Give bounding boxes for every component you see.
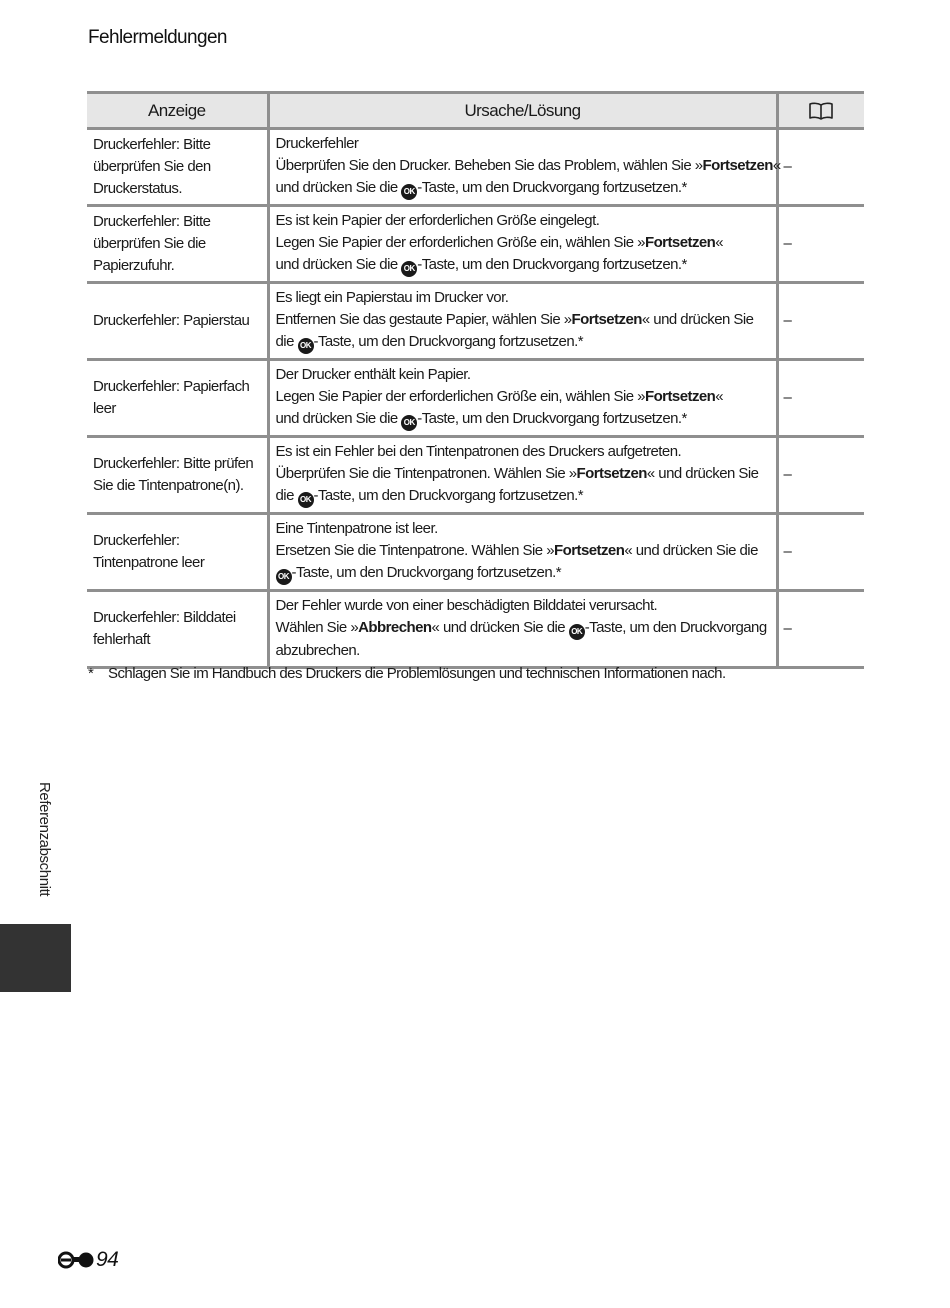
book-icon: [808, 101, 834, 121]
continue-option: Fortsetzen: [644, 388, 716, 405]
reference-cell: –: [777, 591, 864, 668]
page-title: Fehlermeldungen: [88, 27, 227, 48]
cause-text: abzubrechen.: [275, 642, 360, 659]
cause-cell: [268, 206, 777, 283]
cause-text: die OK -Taste, um den Druckvorgang fortzusetzen.*: [276, 485, 770, 508]
table-row: [87, 206, 864, 283]
table-row: [87, 514, 864, 591]
display-cell: [87, 591, 268, 668]
cause-text: Es liegt ein Papierstau im Drucker vor.: [275, 289, 509, 306]
ok-button-icon: OK: [298, 492, 314, 508]
cause-text: Überprüfen Sie die Tintenpatronen. Wählen Sie »Fortsetzen« und drücken Sie: [275, 465, 759, 482]
cause-cell: [268, 360, 777, 437]
cause-text: Druckerfehler: [275, 135, 359, 152]
cause-cell: [268, 437, 777, 514]
cause-text: Legen Sie Papier der erforderlichen Größe ein, wählen Sie »Fortsetzen«: [275, 234, 724, 251]
display-cell: [87, 129, 268, 206]
cause-text: Entfernen Sie das gestaute Papier, wählen Sie »Fortsetzen« und drücken Sie: [275, 311, 754, 328]
continue-option: Fortsetzen: [571, 311, 642, 328]
cause-cell: [268, 591, 777, 668]
footnote: [88, 665, 726, 682]
reference-cell: –: [777, 283, 864, 360]
display-text: Druckerfehler: Bitte prüfen: [93, 454, 254, 472]
cause-text: Ersetzen Sie die Tintenpatrone. Wählen Sie »Fortsetzen« und drücken Sie die: [275, 542, 758, 559]
display-text: Druckerfehler: Papierfach: [93, 377, 250, 395]
cause-text: Es ist ein Fehler bei den Tintenpatronen des Druckers aufgetreten.: [275, 443, 682, 460]
cause-cell: [268, 129, 781, 206]
cause-text: und drücken Sie die OK -Taste, um den Druckvorgang fortzusetzen.*: [276, 408, 770, 431]
continue-option: Fortsetzen: [644, 234, 716, 251]
reference-cell: –: [777, 129, 864, 206]
cause-text: Wählen Sie »Abbrechen« und drücken Sie die OK -Taste, um den Druckvorgang: [276, 617, 770, 640]
ok-button-icon: OK: [298, 338, 314, 354]
display-cell: [87, 283, 268, 360]
display-text: leer: [93, 399, 116, 417]
footnote-marker: *: [88, 665, 94, 682]
display-text: Papierzufuhr.: [93, 256, 175, 274]
cause-text: Der Fehler wurde von einer beschädigten Bilddatei verursacht.: [275, 597, 658, 614]
cause-text: Eine Tintenpatrone ist leer.: [275, 520, 438, 537]
cause-text: Es ist kein Papier der erforderlichen Größe eingelegt.: [275, 212, 600, 229]
footnote-text: Schlagen Sie im Handbuch des Druckers die Problemlösungen und technischen Informationen nach.: [108, 665, 726, 682]
table-row: [87, 591, 864, 668]
continue-option: Fortsetzen: [702, 157, 773, 174]
cancel-option: Abbrechen: [358, 619, 432, 636]
page-number: [58, 1248, 118, 1272]
error-messages-table: [87, 91, 864, 669]
display-text: überprüfen Sie die: [93, 234, 206, 252]
cause-text: und drücken Sie die OK -Taste, um den Druckvorgang fortzusetzen.*: [276, 254, 770, 277]
display-text: Sie die Tintenpatrone(n).: [93, 476, 244, 494]
reference-cell: –: [777, 206, 864, 283]
cause-text: Legen Sie Papier der erforderlichen Größe ein, wählen Sie »Fortsetzen«: [275, 388, 724, 405]
display-text: Druckerfehler: Bitte: [93, 135, 211, 153]
display-text: Druckerstatus.: [93, 179, 182, 197]
cause-text: Überprüfen Sie den Drucker. Beheben Sie das Problem, wählen Sie »Fortsetzen«: [275, 157, 781, 174]
column-header-display: Anzeige: [87, 93, 268, 129]
ok-button-icon: OK: [401, 261, 417, 277]
table-row: [87, 283, 864, 360]
column-header-reference: [777, 93, 864, 129]
cause-cell: [268, 514, 777, 591]
table-row: [87, 360, 864, 437]
table-header-row: [87, 93, 864, 129]
table-row: [87, 437, 864, 514]
column-header-cause: Ursache/Lösung: [268, 93, 777, 129]
display-cell: [87, 437, 268, 514]
display-text: Druckerfehler: Papierstau: [93, 311, 250, 329]
display-text: Druckerfehler: Bitte: [93, 212, 211, 230]
reference-cell: –: [777, 514, 864, 591]
ok-button-icon: OK: [276, 569, 292, 585]
display-cell: [87, 206, 268, 283]
cause-cell: [268, 283, 777, 360]
cause-text: die OK -Taste, um den Druckvorgang fortzusetzen.*: [276, 331, 770, 354]
section-tab-marker: [0, 924, 71, 992]
cause-text: und drücken Sie die OK -Taste, um den Druckvorgang fortzusetzen.*: [276, 177, 770, 200]
table-row: [87, 129, 864, 206]
cause-text: Der Drucker enthält kein Papier.: [275, 366, 471, 383]
section-side-label: Referenzabschnitt: [36, 782, 53, 897]
ok-button-icon: OK: [569, 624, 585, 640]
cause-text: OK -Taste, um den Druckvorgang fortzusetzen.*: [276, 562, 770, 585]
display-cell: [87, 360, 268, 437]
e-binoculars-icon: [58, 1249, 96, 1269]
page-number-text: 94: [96, 1248, 119, 1271]
ok-button-icon: OK: [401, 184, 417, 200]
display-text: Druckerfehler: Bilddatei: [93, 608, 236, 626]
display-text: Tintenpatrone leer: [93, 553, 205, 571]
reference-cell: –: [777, 437, 864, 514]
display-text: fehlerhaft: [93, 630, 151, 648]
continue-option: Fortsetzen: [576, 465, 647, 482]
reference-cell: –: [777, 360, 864, 437]
display-text: Druckerfehler:: [93, 531, 180, 549]
display-text: überprüfen Sie den: [93, 157, 211, 175]
ok-button-icon: OK: [401, 415, 417, 431]
display-cell: [87, 514, 268, 591]
continue-option: Fortsetzen: [553, 542, 625, 559]
